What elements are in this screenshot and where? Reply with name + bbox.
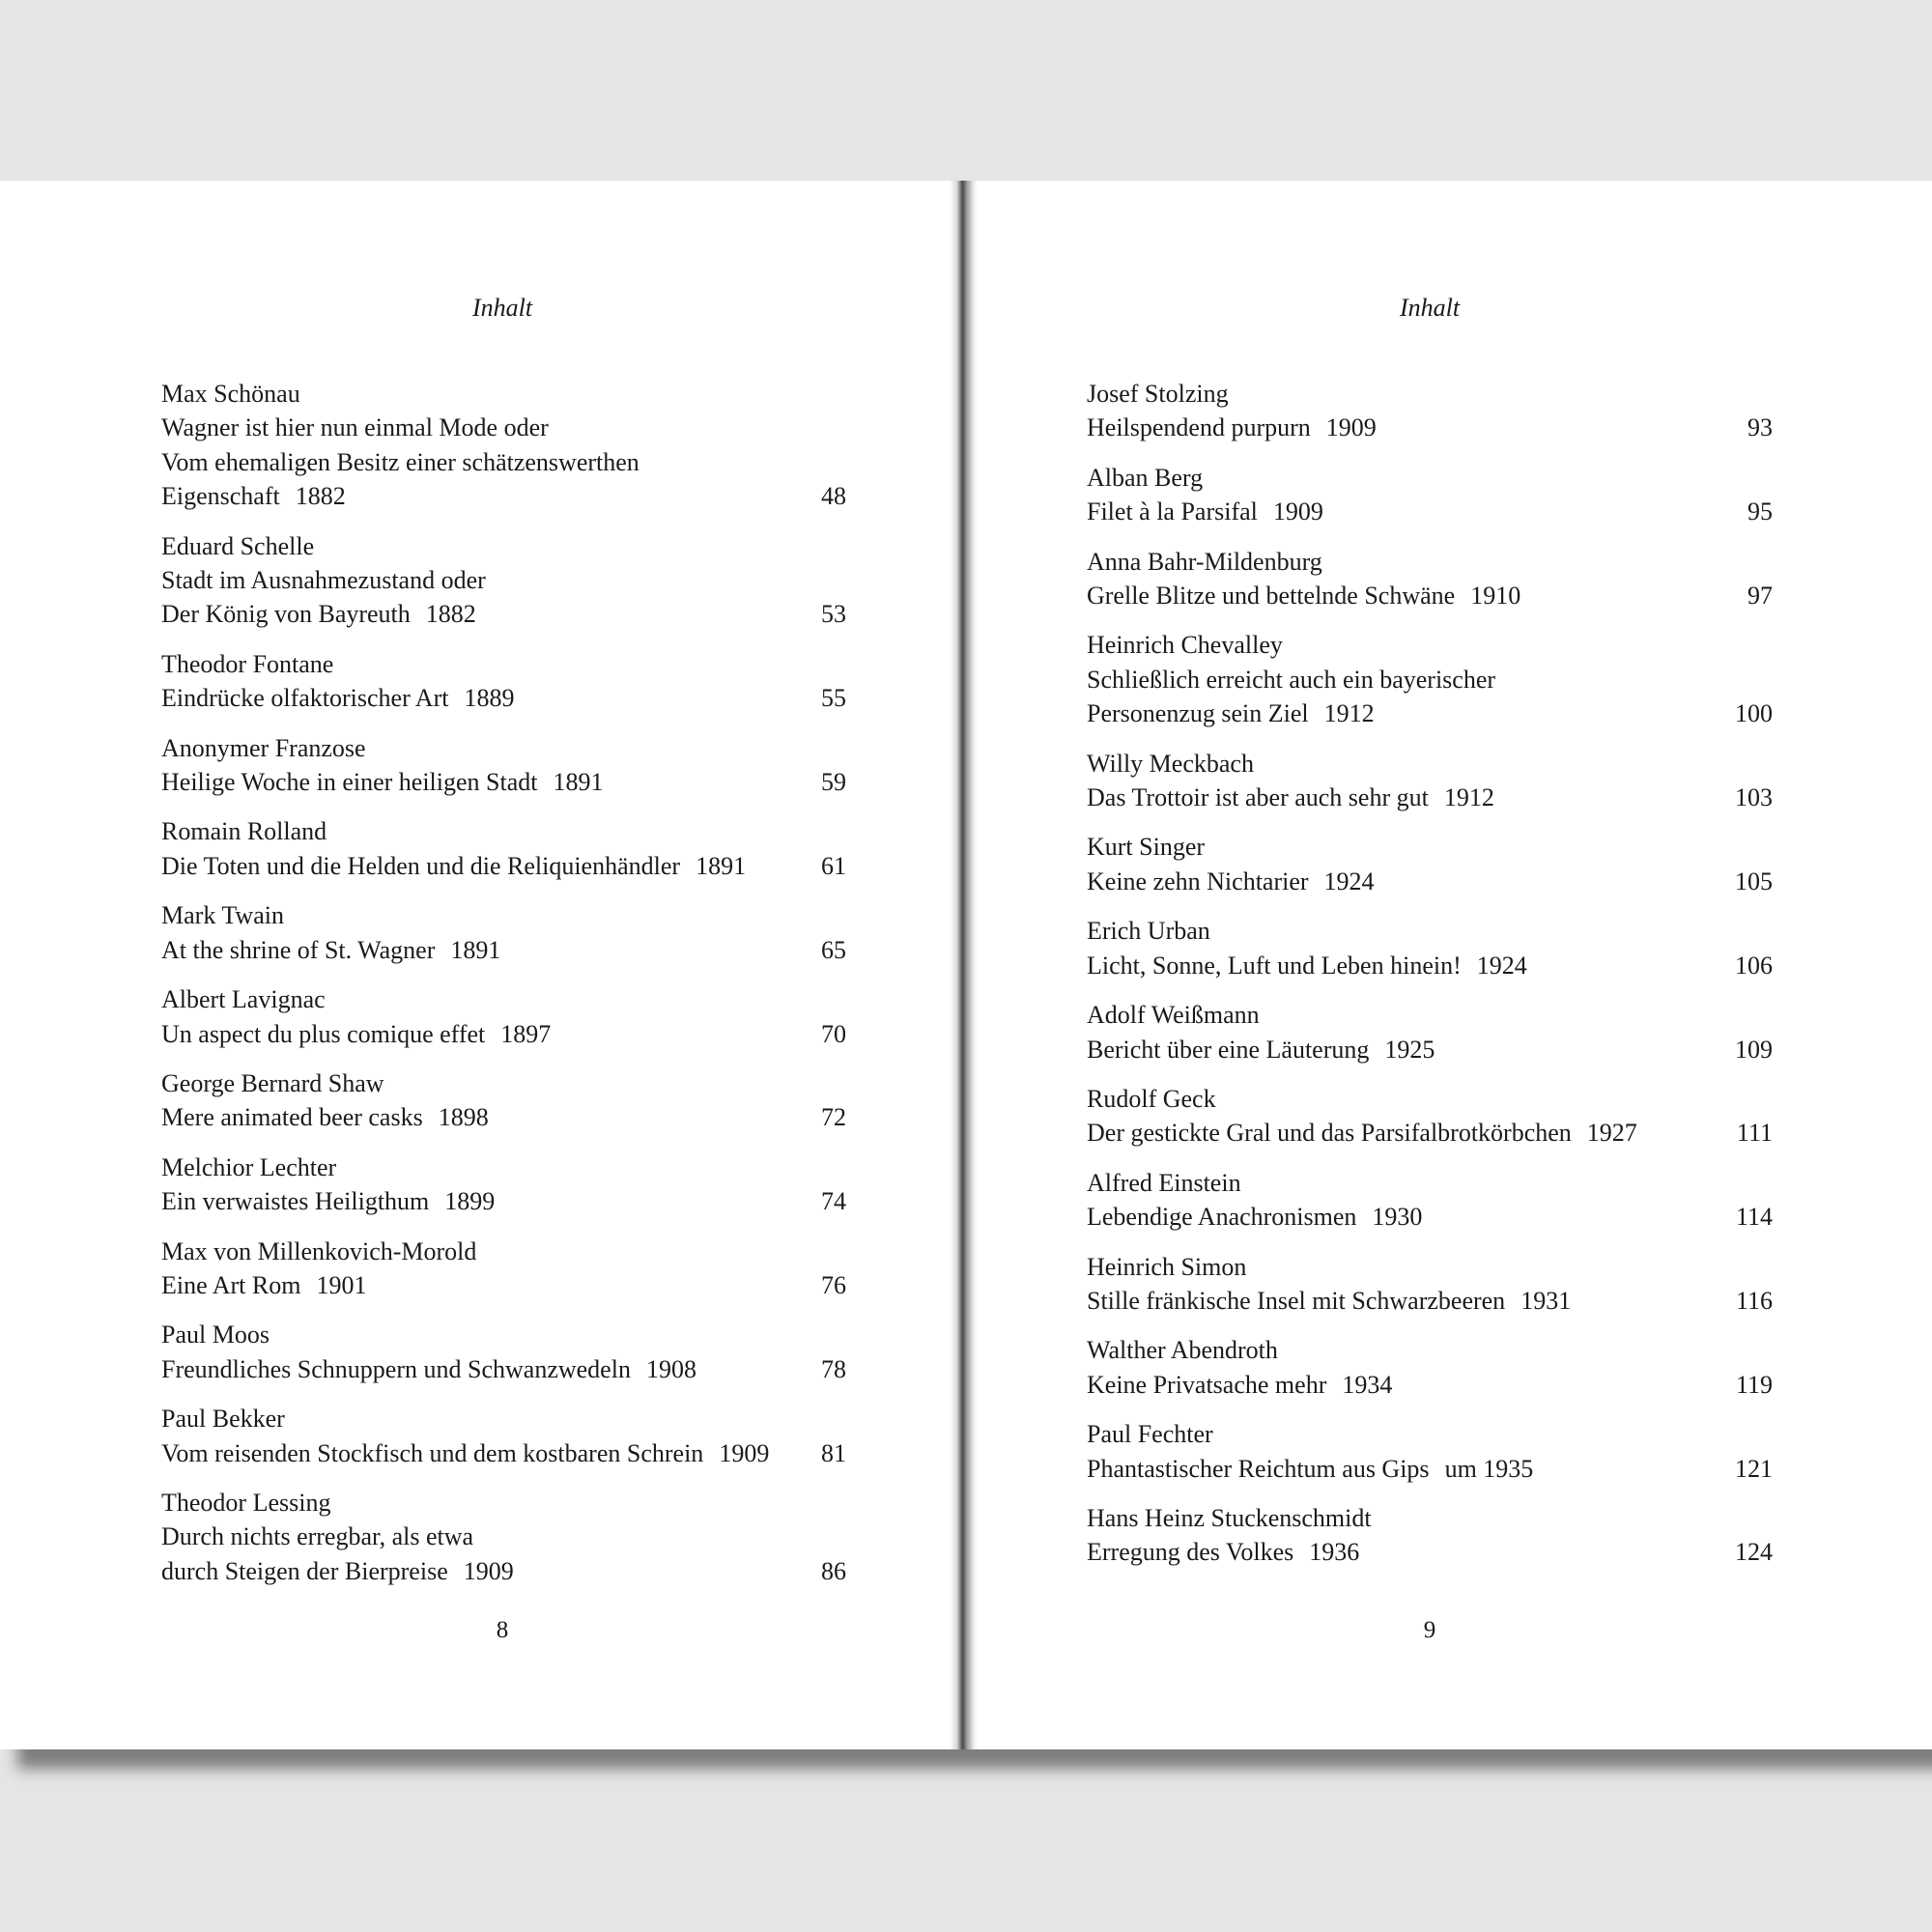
toc-entry <box>1087 830 1773 898</box>
toc-entry <box>161 731 846 800</box>
toc-author: Romain Rolland <box>161 817 327 846</box>
toc-year: 1930 <box>1372 1203 1423 1232</box>
toc-entry <box>161 377 846 514</box>
toc-author: Anna Bahr-Mildenburg <box>1087 547 1322 576</box>
toc-entry <box>1087 461 1773 529</box>
toc-author: Willy Meckbach <box>1087 749 1254 778</box>
toc-page-number: 93 <box>1747 413 1773 442</box>
toc-entry <box>1087 1501 1773 1570</box>
toc-author: Max Schönau <box>161 380 300 408</box>
toc-title-line: Vom reisenden Stockfisch und dem kostbaren Schrein <box>161 1438 704 1467</box>
toc-title-row <box>1087 495 1773 528</box>
toc-author: Paul Bekker <box>161 1405 285 1434</box>
toc-title-with-year <box>161 597 476 631</box>
toc-title-line: Der König von Bayreuth <box>161 600 411 629</box>
toc-title-line: Eindrücke olfaktorischer Art <box>161 684 449 713</box>
toc-page-number: 105 <box>1735 867 1773 895</box>
toc-entry <box>161 647 846 716</box>
toc-title-row <box>161 1017 846 1051</box>
toc-entry <box>161 898 846 967</box>
toc-title-line: Heilige Woche in einer heiligen Stadt <box>161 768 538 797</box>
toc-title-with-year <box>161 479 346 513</box>
toc-title-with-year <box>1087 495 1323 528</box>
toc-year: 1897 <box>500 1019 552 1048</box>
toc-entry <box>161 1151 846 1219</box>
toc-page-number: 116 <box>1735 1286 1773 1315</box>
toc-page-number: 78 <box>821 1354 846 1383</box>
toc-page-number: 61 <box>821 851 846 880</box>
toc-year: 1891 <box>696 851 747 880</box>
toc-title-line: Personenzug sein Ziel <box>1087 699 1309 728</box>
toc-page-number: 70 <box>821 1019 846 1048</box>
toc-year: 1899 <box>444 1187 496 1216</box>
toc-title-line: Bericht über eine Läuterung <box>1087 1035 1370 1064</box>
toc-page-number: 121 <box>1735 1454 1773 1483</box>
toc-title-line: Grelle Blitze und bettelnde Schwäne <box>1087 582 1456 611</box>
toc-title-line: Keine Privatsache mehr <box>1087 1370 1327 1399</box>
toc-year: 1882 <box>295 482 346 511</box>
toc-title-row <box>161 1184 846 1218</box>
toc-title-row <box>1087 781 1773 814</box>
toc-year: 1924 <box>1476 951 1527 980</box>
toc-title-row <box>161 1436 846 1470</box>
toc-title-row <box>1087 1200 1773 1234</box>
toc-title-row <box>1087 1284 1773 1318</box>
toc-entry <box>161 1235 846 1303</box>
toc-title-line: At the shrine of St. Wagner <box>161 935 436 964</box>
toc-author: Melchior Lechter <box>161 1152 337 1181</box>
toc-entry <box>161 982 846 1051</box>
toc-entry <box>161 1318 846 1386</box>
toc-title-line: Filet à la Parsifal <box>1087 497 1258 526</box>
toc-title-with-year <box>1087 1368 1392 1402</box>
toc-page-number: 53 <box>821 600 846 629</box>
toc-title-row <box>1087 579 1773 612</box>
toc-title-line: Freundliches Schnuppern und Schwanzwedeln <box>161 1354 631 1383</box>
toc-entry <box>161 1486 846 1588</box>
toc-author: Kurt Singer <box>1087 833 1206 862</box>
toc-author: Theodor Fontane <box>161 649 334 678</box>
toc-title-with-year <box>161 1268 366 1302</box>
toc-title-with-year <box>161 849 746 883</box>
toc-title-row <box>161 1268 846 1302</box>
book-spread <box>0 181 1932 1749</box>
toc-title-with-year <box>161 681 514 715</box>
toc-year: 1909 <box>463 1556 514 1585</box>
toc-author: Hans Heinz Stuckenschmidt <box>1087 1503 1372 1532</box>
toc-title-row <box>1087 949 1773 982</box>
toc-title-line: Stille fränkische Insel mit Schwarzbeeren <box>1087 1286 1506 1315</box>
toc-entry <box>1087 1166 1773 1235</box>
toc-page-number: 119 <box>1735 1370 1773 1399</box>
toc-title-line: Durch nichts erregbar, als etwa <box>161 1522 474 1551</box>
toc-title-row <box>161 849 846 883</box>
toc-year: 1934 <box>1342 1370 1393 1399</box>
toc-title-with-year <box>161 765 603 799</box>
toc-year: 1889 <box>464 684 515 713</box>
toc-entry <box>1087 545 1773 613</box>
toc-year: 1891 <box>553 768 604 797</box>
toc-author: Erich Urban <box>1087 917 1210 946</box>
toc-author: Alban Berg <box>1087 463 1204 492</box>
toc-title-row <box>1087 1535 1773 1569</box>
toc-title-row <box>1087 696 1773 730</box>
toc-page-number: 114 <box>1735 1203 1773 1232</box>
toc-title-with-year <box>1087 411 1377 444</box>
toc-year: 1936 <box>1309 1538 1360 1567</box>
toc-page-number: 65 <box>821 935 846 964</box>
toc-title-with-year <box>161 1554 514 1588</box>
toc-title-line: Schließlich erreicht auch ein bayerischer <box>1087 665 1496 694</box>
toc-page-number: 109 <box>1735 1035 1773 1064</box>
toc-author: Anonymer Franzose <box>161 733 366 762</box>
toc-title-line: Heilspendend purpurn <box>1087 413 1311 442</box>
toc-title-with-year <box>1087 865 1375 898</box>
toc-title-line: Mere animated beer casks <box>161 1103 423 1132</box>
toc-year: 1882 <box>425 600 476 629</box>
toc-year: 1909 <box>1325 413 1377 442</box>
toc-title-line: Das Trottoir ist aber auch sehr gut <box>1087 783 1429 812</box>
toc-entry <box>161 529 846 632</box>
table-of-contents <box>161 377 846 1604</box>
left-page <box>0 181 961 1749</box>
toc-title-row <box>161 597 846 631</box>
toc-title-line: Vom ehemaligen Besitz einer schätzenswerthen <box>161 447 639 476</box>
toc-title-with-year <box>1087 949 1527 982</box>
toc-author: Eduard Schelle <box>161 531 315 560</box>
toc-author: Albert Lavignac <box>161 985 326 1014</box>
toc-title-with-year <box>1087 1033 1435 1066</box>
toc-title-row <box>1087 865 1773 898</box>
toc-author: Mark Twain <box>161 901 284 930</box>
toc-author: George Bernard Shaw <box>161 1068 384 1097</box>
toc-title-with-year <box>1087 1116 1637 1150</box>
toc-title-with-year <box>1087 1200 1422 1234</box>
toc-year: 1901 <box>316 1270 367 1299</box>
toc-year: 1924 <box>1323 867 1375 895</box>
toc-title-line: Eine Art Rom <box>161 1270 301 1299</box>
toc-title-with-year <box>1087 1535 1359 1569</box>
toc-page-number: 72 <box>821 1103 846 1132</box>
toc-author: Walther Abendroth <box>1087 1336 1278 1365</box>
toc-title-row <box>161 765 846 799</box>
toc-title-row <box>161 1352 846 1386</box>
toc-page-number: 81 <box>821 1438 846 1467</box>
toc-entry <box>161 814 846 883</box>
toc-year: um 1935 <box>1444 1454 1534 1483</box>
toc-title-line: Lebendige Anachronismen <box>1087 1203 1357 1232</box>
toc-page-number: 95 <box>1747 497 1773 526</box>
toc-year: 1925 <box>1384 1035 1435 1064</box>
toc-author: Paul Moos <box>161 1321 270 1350</box>
toc-title-row <box>161 681 846 715</box>
toc-title-line: Licht, Sonne, Luft und Leben hinein! <box>1087 951 1462 980</box>
page-number: 9 <box>1423 1617 1436 1643</box>
toc-year: 1912 <box>1443 783 1494 812</box>
toc-title-row <box>1087 1116 1773 1150</box>
running-head: Inhalt <box>1399 294 1461 322</box>
toc-year: 1909 <box>719 1438 770 1467</box>
toc-year: 1927 <box>1586 1119 1637 1148</box>
toc-title-line: Erregung des Volkes <box>1087 1538 1294 1567</box>
toc-year: 1909 <box>1272 497 1323 526</box>
toc-title-line: Phantastischer Reichtum aus Gips <box>1087 1454 1430 1483</box>
toc-title-with-year <box>1087 781 1494 814</box>
toc-entry <box>1087 998 1773 1066</box>
toc-entry <box>1087 747 1773 815</box>
toc-author: Theodor Lessing <box>161 1488 331 1517</box>
toc-title-line: Un aspect du plus comique effet <box>161 1019 486 1048</box>
toc-year: 1908 <box>645 1354 696 1383</box>
toc-page-number: 124 <box>1735 1538 1773 1567</box>
toc-page-number: 106 <box>1735 951 1773 980</box>
toc-title-line: Keine zehn Nichtarier <box>1087 867 1309 895</box>
toc-title-line: Ein verwaistes Heiligthum <box>161 1187 430 1216</box>
toc-author: Adolf Weißmann <box>1087 1001 1260 1030</box>
toc-year: 1910 <box>1470 582 1521 611</box>
toc-title-with-year <box>1087 579 1520 612</box>
toc-page-number: 100 <box>1735 699 1773 728</box>
book-spine-shadow <box>950 181 979 1749</box>
toc-title-with-year <box>161 1017 551 1051</box>
toc-title-with-year <box>1087 1284 1571 1318</box>
page-number: 8 <box>496 1617 509 1643</box>
toc-title-with-year <box>161 933 500 967</box>
toc-title-with-year <box>161 1352 696 1386</box>
toc-year: 1912 <box>1323 699 1375 728</box>
toc-title-line: Der gestickte Gral und das Parsifalbrotkörbchen <box>1087 1119 1572 1148</box>
toc-title-row <box>1087 411 1773 444</box>
toc-author: Heinrich Simon <box>1087 1252 1247 1281</box>
toc-title-row <box>161 479 846 513</box>
toc-author: Heinrich Chevalley <box>1087 631 1283 660</box>
toc-entry <box>1087 1333 1773 1402</box>
toc-title-line: Die Toten und die Helden und die Reliquienhändler <box>161 851 681 880</box>
toc-author: Rudolf Geck <box>1087 1084 1216 1113</box>
toc-author: Max von Millenkovich-Morold <box>161 1236 477 1265</box>
toc-title-line: Wagner ist hier nun einmal Mode oder <box>161 413 549 442</box>
toc-page-number: 103 <box>1735 783 1773 812</box>
toc-entry <box>161 1066 846 1135</box>
toc-title-row <box>1087 1452 1773 1486</box>
toc-entry <box>1087 377 1773 445</box>
toc-page-number: 86 <box>821 1556 846 1585</box>
toc-title-with-year <box>1087 696 1375 730</box>
right-page <box>961 181 1932 1749</box>
toc-year: 1898 <box>438 1103 489 1132</box>
toc-year: 1931 <box>1520 1286 1572 1315</box>
toc-title-row <box>161 1100 846 1134</box>
toc-page-number: 111 <box>1736 1119 1773 1148</box>
toc-title-row <box>1087 1368 1773 1402</box>
toc-page-number: 74 <box>821 1187 846 1216</box>
toc-title-with-year <box>1087 1452 1533 1486</box>
toc-title-row <box>161 1554 846 1588</box>
toc-author: Paul Fechter <box>1087 1420 1213 1449</box>
toc-title-row <box>161 933 846 967</box>
toc-year: 1891 <box>450 935 501 964</box>
running-head: Inhalt <box>471 294 533 322</box>
toc-page-number: 59 <box>821 768 846 797</box>
toc-page-number: 76 <box>821 1270 846 1299</box>
toc-entry <box>1087 1082 1773 1151</box>
toc-title-line: Eigenschaft <box>161 482 280 511</box>
toc-page-number: 55 <box>821 684 846 713</box>
toc-entry <box>1087 914 1773 982</box>
toc-title-with-year <box>161 1184 495 1218</box>
table-of-contents <box>1087 377 1773 1585</box>
toc-title-line: durch Steigen der Bierpreise <box>161 1556 448 1585</box>
toc-title-line: Stadt im Ausnahmezustand oder <box>161 566 486 595</box>
toc-entry <box>1087 628 1773 730</box>
toc-page-number: 97 <box>1747 582 1773 611</box>
toc-author: Josef Stolzing <box>1087 380 1229 408</box>
toc-entry <box>161 1402 846 1470</box>
toc-author: Alfred Einstein <box>1087 1168 1241 1197</box>
toc-entry <box>1087 1417 1773 1486</box>
toc-title-row <box>1087 1033 1773 1066</box>
toc-title-with-year <box>161 1100 489 1134</box>
toc-page-number: 48 <box>821 482 846 511</box>
toc-entry <box>1087 1250 1773 1319</box>
toc-title-with-year <box>161 1436 769 1470</box>
